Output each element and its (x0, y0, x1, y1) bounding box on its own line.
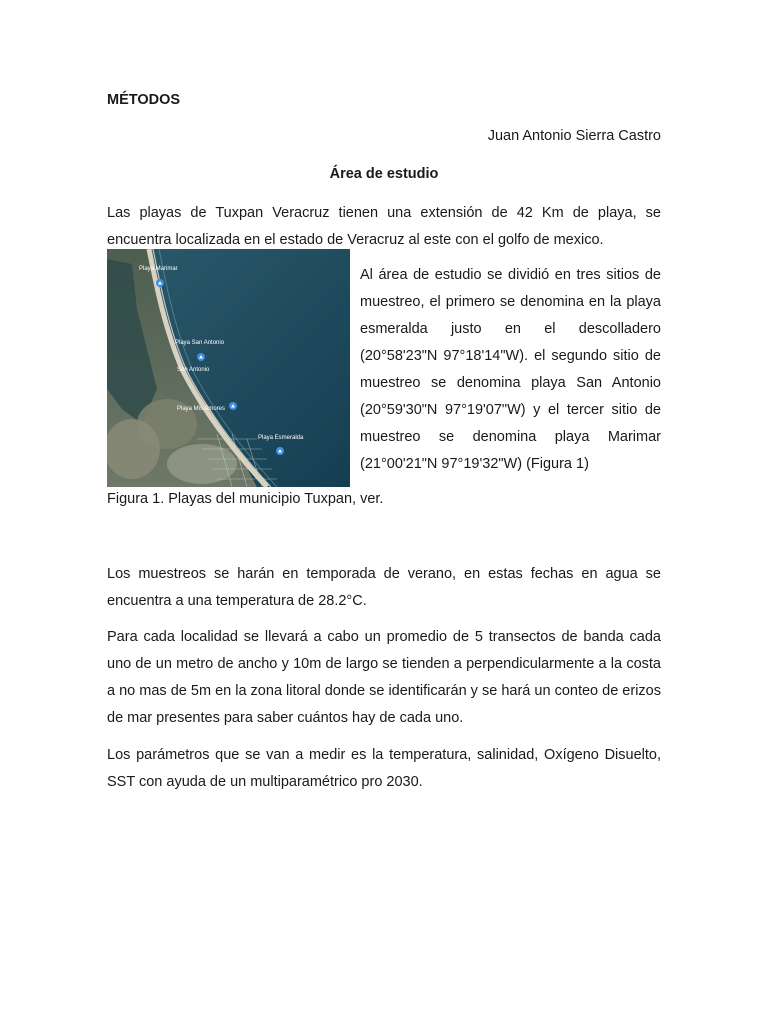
author-name: Juan Antonio Sierra Castro (487, 128, 661, 144)
sampling-sites-paragraph: Al área de estudio se dividió en tres sitios de muestreo, el primero se denomina en la playa esmeralda justo en el descolladero (20°58'23"N 97°18'14"W). el segundo sitio de muestreo se denomina playa San Antonio (20°59'30"N 97°19'07"W) y el tercer sitio de muestreo se denomina playa Marimar (21°00'21"N 97°19'32"W) (Figura 1) (360, 267, 661, 472)
pin-icon (156, 279, 164, 287)
season-paragraph: Los muestreos se harán en temporada de verano, en estas fechas en agua se encuentra a una temperatura de 28.2°C. (107, 566, 661, 609)
pin-icon (229, 402, 237, 410)
map-label-san-antonio-town: San Antonio (177, 367, 210, 373)
pin-icon (197, 353, 205, 361)
map-label-mis-amores: Playa Mis Amores (177, 406, 226, 412)
map-label-esmeralda: Playa Esmeralda (258, 435, 304, 441)
figure-caption: Figura 1. Playas del municipio Tuxpan, ver. (107, 491, 384, 507)
map-label-marimar: Playa Marimar (139, 266, 178, 272)
section-subtitle: Área de estudio (329, 166, 439, 182)
map-label-san-antonio-beach: Playa San Antonio (175, 340, 225, 346)
pin-icon (276, 447, 284, 455)
parameters-paragraph: Los parámetros que se van a medir es la temperatura, salinidad, Oxígeno Disuelto, SST con ayuda de un multiparamétrico pro 2030. (107, 747, 661, 790)
satellite-map-figure (107, 249, 350, 487)
intro-paragraph: Las playas de Tuxpan Veracruz tienen una extensión de 42 Km de playa, se encuentra localizada en el estado de Veracruz al este con el golfo de mexico. (107, 205, 661, 248)
transects-paragraph: Para cada localidad se llevará a cabo un promedio de 5 transectos de banda cada uno de un metro de ancho y 10m de largo se tienden a perpendicularmente a la costa a no mas de 5m en la zona litoral donde se identificarán y se hará un conteo de erizos de mar presentes para saber cuántos hay de cada uno. (107, 629, 661, 726)
section-heading: MÉTODOS (107, 92, 181, 108)
